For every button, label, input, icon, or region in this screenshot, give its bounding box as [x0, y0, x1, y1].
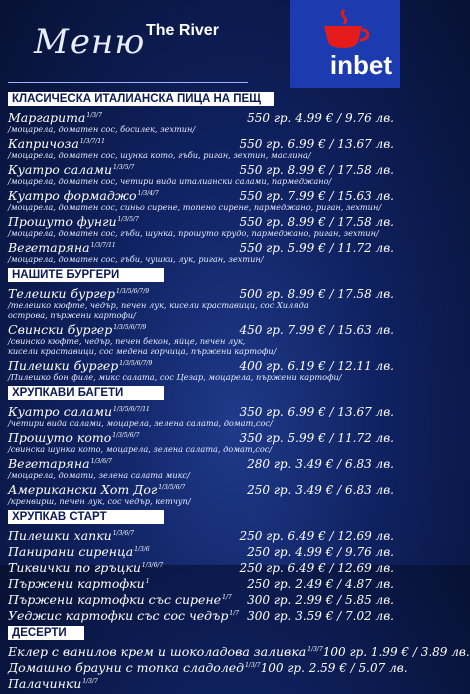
item-description: /телешко кюфте, чедър, печен лук, кисели краставици, сос Хиляда: [8, 300, 309, 310]
menu-item: [8, 212, 394, 238]
header-divider: [8, 82, 248, 83]
section-title: ХРУПКАВИ БАГЕТИ: [8, 386, 164, 400]
item-price: 550 гр. 4.99 € / 9.76 лв.: [247, 111, 394, 126]
logo-text: inbet: [329, 50, 392, 80]
allergen-codes: 1: [145, 578, 150, 585]
item-price: 550 гр. 5.99 € / 11.72 лв.: [239, 241, 394, 256]
menu-item: [8, 402, 394, 428]
item-price: 250 гр. 6.49 € / 12.69 лв.: [239, 561, 394, 576]
menu-item: [8, 284, 394, 320]
item-price: 400 гр. 6.19 € / 12.11 лв.: [239, 359, 394, 374]
item-price: 350 гр. 5.99 € / 11.72 лв.: [239, 431, 394, 446]
menu-item: [8, 558, 394, 574]
menu-item: [8, 108, 394, 134]
item-name: Телешки бургер$^{1/3/5/6/7/9}$: [8, 286, 150, 302]
item-description: /моцарела, доматен сос, четири вида италиански салами, пармеджано/: [8, 176, 332, 186]
item-name: Пържени картофки$^1$: [8, 576, 150, 592]
menu-item: [8, 238, 394, 264]
menu-item: [8, 454, 394, 480]
item-description: /моцарела, домати, зелена салата микс/: [8, 470, 190, 480]
item-name: Капричоза$^{1/3/7/11}$: [8, 136, 105, 152]
menu-item: [8, 160, 394, 186]
menu-content: [8, 92, 470, 694]
coffee-cup-icon: [318, 8, 372, 50]
menu-item: [8, 356, 394, 382]
item-name: Куатро салами$^{1/3/5/6/7/11}$: [8, 404, 150, 420]
allergen-codes: 1/3/5/7: [117, 216, 139, 223]
item-description: /кренвирш, печен лук, сос чедър, кетчуп/: [8, 496, 191, 506]
allergen-codes: 1/3/6: [134, 546, 150, 553]
item-description: /Пилешко бон филе, микс салата, сос Цезар, моцарела, пържени картофи/: [8, 372, 342, 382]
section-title: КЛАСИЧЕСКА ИТАЛИАНСКА ПИЦА НА ПЕЩ: [8, 92, 274, 106]
allergen-codes: 1/3/7: [245, 662, 261, 669]
allergen-codes: 1/3/5/6/7/9: [119, 360, 153, 367]
allergen-codes: 1/3/4/7: [137, 190, 159, 197]
item-name: Вегетаряна$^{1/3/6/7}$: [8, 456, 112, 472]
menu-item: [8, 642, 470, 660]
allergen-codes: 1/3/5/6/7/9: [116, 288, 150, 295]
item-price: 500 гр. 8.99 € / 17.58 лв.: [239, 287, 394, 302]
item-description: /четири вида салами, моцарела, зелена салата, домат,сос/: [8, 418, 273, 428]
menu-item: [8, 590, 394, 606]
menu-section: [8, 268, 394, 386]
allergen-codes: 1/7: [222, 594, 232, 601]
menu-header: [0, 0, 400, 88]
allergen-codes: 1/3/7: [86, 112, 102, 119]
allergen-codes: 1/3/5/6/7: [158, 484, 186, 491]
item-name: Прошуто фунги$^{1/3/5/7}$: [8, 214, 139, 230]
allergen-codes: 1/3/7/11: [90, 242, 116, 249]
item-description: /моцарела, доматен сос, гъби, чушки, лук, риган, зехтин/: [8, 254, 264, 264]
menu-item: [8, 674, 394, 690]
allergen-codes: 1/3/7/11: [79, 138, 105, 145]
item-price: 250 гр. 4.99 € / 9.76 лв.: [247, 545, 394, 560]
allergen-codes: 1/3/5/6/7: [112, 432, 140, 439]
allergen-codes: 1/7: [229, 610, 240, 617]
item-name: Вегетаряна$^{1/3/7/11}$: [8, 240, 116, 256]
item-price: 250 гр. 2.49 € / 4.87 лв.: [247, 577, 394, 592]
item-description: кисели краставици, сос медена горчица, пържени картофи/: [8, 346, 277, 356]
menu-item: [8, 542, 394, 558]
item-description: /свинска шунка кото, моцарела, зелена салата, домат,сос/: [8, 444, 273, 454]
item-name: Еклер с ванилов крем и шоколадова заливка$^{1/3/7}$: [8, 644, 323, 660]
item-description: /моцарела, доматен сос, шунка кото, гъби, риган, зехтин, маслина/: [8, 150, 311, 160]
menu-item: [8, 480, 394, 506]
menu-section: [8, 626, 470, 694]
menu-item: [8, 606, 394, 622]
item-price: 450 гр. 7.99 € / 15.63 лв.: [239, 323, 394, 338]
menu-section: [8, 92, 394, 268]
menu-section: [8, 386, 394, 510]
item-name: Домашно брауни с топка сладолед$^{1/3/7}$: [8, 660, 261, 676]
item-description: острова, пържени картофи/: [8, 310, 136, 320]
allergen-codes: 1/3/5/6/7/9: [113, 324, 147, 331]
item-name: Американски Хот Дог$^{1/3/5/6/7}$: [8, 482, 186, 498]
brand-name: The River: [146, 22, 219, 39]
section-title: ДЕСЕРТИ: [8, 626, 84, 640]
menu-section: [8, 510, 394, 626]
menu-item: [8, 526, 394, 542]
allergen-codes: 1/3/5/6/7/11: [113, 406, 150, 413]
menu-item: [8, 134, 394, 160]
inbet-logo: [290, 0, 400, 88]
item-price: 300 гр. 2.99 € / 5.85 лв.: [247, 593, 394, 608]
item-name: Пилешки бургер$^{1/3/5/6/7/9}$: [8, 358, 153, 374]
menu-title: Меню: [34, 22, 146, 62]
item-price: 550 гр. 7.99 € / 15.63 лв.: [239, 189, 394, 204]
item-price: 300 гр. 3.59 € / 7.02 лв.: [247, 609, 394, 624]
item-price: 550 гр. 8.99 € / 17.58 лв.: [239, 163, 394, 178]
item-name: Пилешки хапки$^{1/3/6/7}$: [8, 528, 135, 544]
menu-item: [8, 658, 408, 676]
item-name: Панирани сиренца$^{1/3/6}$: [8, 544, 150, 560]
allergen-codes: 1/3/6/7: [141, 562, 164, 569]
allergen-codes: 1/3/6/7: [112, 530, 135, 537]
allergen-codes: 1/3/6/7: [90, 458, 112, 465]
item-name: Палачинки$^{1/3/7}$: [8, 676, 98, 692]
item-description: /моцарела, доматен сос, босилек, зехтин/: [8, 124, 196, 134]
item-price: 250 гр. 6.49 € / 12.69 лв.: [239, 529, 394, 544]
allergen-codes: 1/3/5/7: [113, 164, 135, 171]
item-price: 280 гр. 3.49 € / 6.83 лв.: [247, 457, 394, 472]
menu-item: [8, 320, 394, 356]
item-price: 350 гр. 6.99 € / 13.67 лв.: [239, 405, 394, 420]
allergen-codes: 1/3/7: [82, 678, 98, 685]
item-name: Куатро салами$^{1/3/5/7}$: [8, 162, 135, 178]
item-price: 100 гр. 2.59 € / 5.07 лв.: [260, 661, 408, 676]
item-name: Прошуто кото$^{1/3/5/6/7}$: [8, 430, 140, 446]
item-description: /моцарела, доматен сос, гъби, шунка, прошуто крудо, пармеджано, риган, зехтин/: [8, 228, 379, 238]
item-name: Пържени картофки със сирене$^{1/7}$: [8, 592, 232, 608]
item-name: Уеджис картофки със сос чедър$^{1/7}$: [8, 608, 240, 624]
item-name: Тиквички по гръцки$^{1/3/6/7}$: [8, 560, 164, 576]
item-price: 250 гр. 3.49 € / 6.83 лв.: [247, 483, 394, 498]
item-name: Свински бургер$^{1/3/5/6/7/9}$: [8, 322, 147, 338]
allergen-codes: 1/3/7: [307, 646, 323, 653]
item-price: 550 гр. 6.99 € / 13.67 лв.: [239, 137, 394, 152]
section-title: НАШИТЕ БУРГЕРИ: [8, 268, 164, 282]
menu-item: [8, 186, 394, 212]
item-price: 100 гр. 1.99 € / 3.89 лв.: [322, 645, 470, 660]
menu-item: [8, 574, 394, 590]
section-title: ХРУПКАВ СТАРТ: [8, 510, 164, 524]
item-description: /свинско кюфте, чедър, печен бекон, яйце, печен лук,: [8, 336, 246, 346]
item-price: 550 гр. 8.99 € / 17.58 лв.: [239, 215, 394, 230]
item-name: Куатро формаджо$^{1/3/4/7}$: [8, 188, 159, 204]
menu-item: [8, 428, 394, 454]
item-name: Маргарита$^{1/3/7}$: [8, 110, 102, 126]
item-description: /моцарела, доматен сос, синьо сирене, топено сирене, пармеджано, риган, зехтин/: [8, 202, 382, 212]
